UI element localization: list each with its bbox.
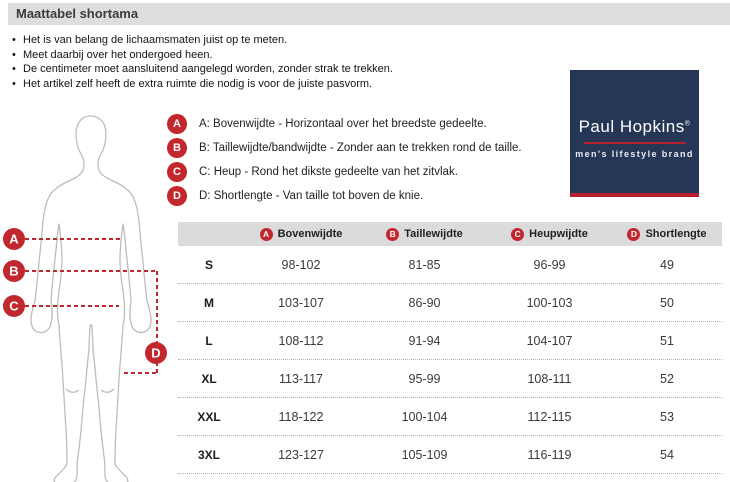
header-taillewijdte — [362, 228, 487, 241]
size-label: XXL — [197, 409, 221, 424]
size-label: M — [204, 295, 214, 310]
measurement-lines — [25, 239, 157, 373]
legend-badge-c: C — [167, 162, 187, 182]
legend-text-c: C: Heup - Rond het dikste gedeelte van het zitvlak. — [199, 166, 458, 178]
header-badge-c: C — [511, 228, 524, 241]
body-silhouette — [31, 116, 151, 482]
page-title: Maattabel shortama — [8, 3, 730, 25]
cell-value: 105-109 — [401, 447, 448, 462]
cell-value: 53 — [660, 409, 674, 424]
legend-text-b: B: Taillewijdte/bandwijdte - Zonder aan te trekken rond de taille. — [199, 142, 522, 154]
cell-value: 108-111 — [527, 371, 572, 386]
size-table-header — [178, 222, 722, 246]
legend-item-d — [167, 184, 522, 208]
size-table — [178, 222, 722, 474]
cell-value: 108-112 — [278, 333, 324, 348]
legend-item-a — [167, 112, 522, 136]
instruction-item: • Meet daarbij over het ondergoed heen. — [12, 48, 393, 63]
legend-text-a: A: Bovenwijdte - Horizontaal over het breedste gedeelte. — [199, 118, 487, 130]
legend-badge-d: D — [167, 186, 187, 206]
brand-logo — [570, 70, 699, 197]
table-row-l — [178, 322, 722, 360]
brand-name — [579, 117, 691, 137]
cell-value: 112-115 — [527, 409, 572, 424]
cell-value: 51 — [660, 333, 674, 348]
badge-d-letter: D — [151, 345, 161, 361]
cell-value: 95-99 — [408, 371, 441, 386]
legend-item-c — [167, 160, 522, 184]
figure-badges — [3, 228, 167, 364]
size-label: L — [205, 333, 213, 348]
logo-bottom-strip — [570, 193, 699, 197]
table-row-xl — [178, 360, 722, 398]
badge-b-letter: B — [9, 263, 19, 279]
table-row-m — [178, 284, 722, 322]
logo-divider — [584, 142, 686, 144]
cell-value: 50 — [660, 295, 674, 310]
size-label: S — [204, 257, 213, 272]
legend-badge-a: A — [167, 114, 187, 134]
cell-value: 96-99 — [533, 257, 566, 272]
cell-value: 118-122 — [278, 409, 324, 424]
cell-value: 81-85 — [408, 257, 441, 272]
measurement-legend — [167, 112, 522, 208]
cell-value: 116-119 — [527, 447, 572, 462]
header-label-a: Bovenwijdte — [277, 228, 343, 240]
cell-value: 52 — [660, 371, 674, 386]
header-badge-d: D — [627, 228, 640, 241]
registered-mark: ® — [684, 119, 691, 127]
cell-value: 86-90 — [408, 295, 441, 310]
header-label-b: Taillewijdte — [404, 228, 463, 240]
cell-value: 113-117 — [278, 371, 324, 386]
cell-value: 49 — [660, 257, 674, 272]
header-heupwijdte — [487, 228, 612, 241]
cell-value: 100-104 — [401, 409, 448, 424]
brand-tagline: men's lifestyle brand — [575, 148, 694, 159]
table-row-xxl — [178, 398, 722, 436]
header-label-d: Shortlengte — [645, 228, 707, 240]
instruction-item: • De centimeter moet aansluitend aangelegd worden, zonder strak te trekken. — [12, 62, 393, 77]
brand-name-text: Paul Hopkins — [578, 116, 685, 136]
header-shortlengte — [612, 228, 722, 241]
instruction-list — [12, 33, 393, 91]
badge-a-letter: A — [9, 231, 19, 247]
size-label: XL — [201, 371, 217, 386]
cell-value: 98-102 — [281, 257, 321, 272]
table-row-3xl — [178, 436, 722, 474]
header-badge-b: B — [386, 228, 399, 241]
table-row-s — [178, 246, 722, 284]
legend-badge-b: B — [167, 138, 187, 158]
badge-c-letter: C — [9, 298, 19, 314]
header-badge-a: A — [260, 228, 273, 241]
cell-value: 104-107 — [526, 333, 573, 348]
header-label-c: Heupwijdte — [529, 228, 588, 240]
right-knee-mark — [101, 389, 114, 392]
cell-value: 100-103 — [526, 295, 573, 310]
cell-value: 123-127 — [278, 447, 324, 462]
cell-value: 91-94 — [408, 333, 441, 348]
cell-value: 103-107 — [278, 295, 324, 310]
header-bovenwijdte — [240, 228, 362, 241]
legend-text-d: D: Shortlengte - Van taille tot boven de knie. — [199, 190, 424, 202]
legend-item-b — [167, 136, 522, 160]
cell-value: 54 — [660, 447, 674, 462]
instruction-item: • Het artikel zelf heeft de extra ruimte die nodig is voor de juiste pasvorm. — [12, 77, 393, 92]
size-label: 3XL — [197, 447, 220, 462]
body-measurement-diagram — [0, 110, 175, 482]
left-knee-mark — [66, 389, 79, 392]
instruction-item: • Het is van belang de lichaamsmaten juist op te meten. — [12, 33, 393, 48]
